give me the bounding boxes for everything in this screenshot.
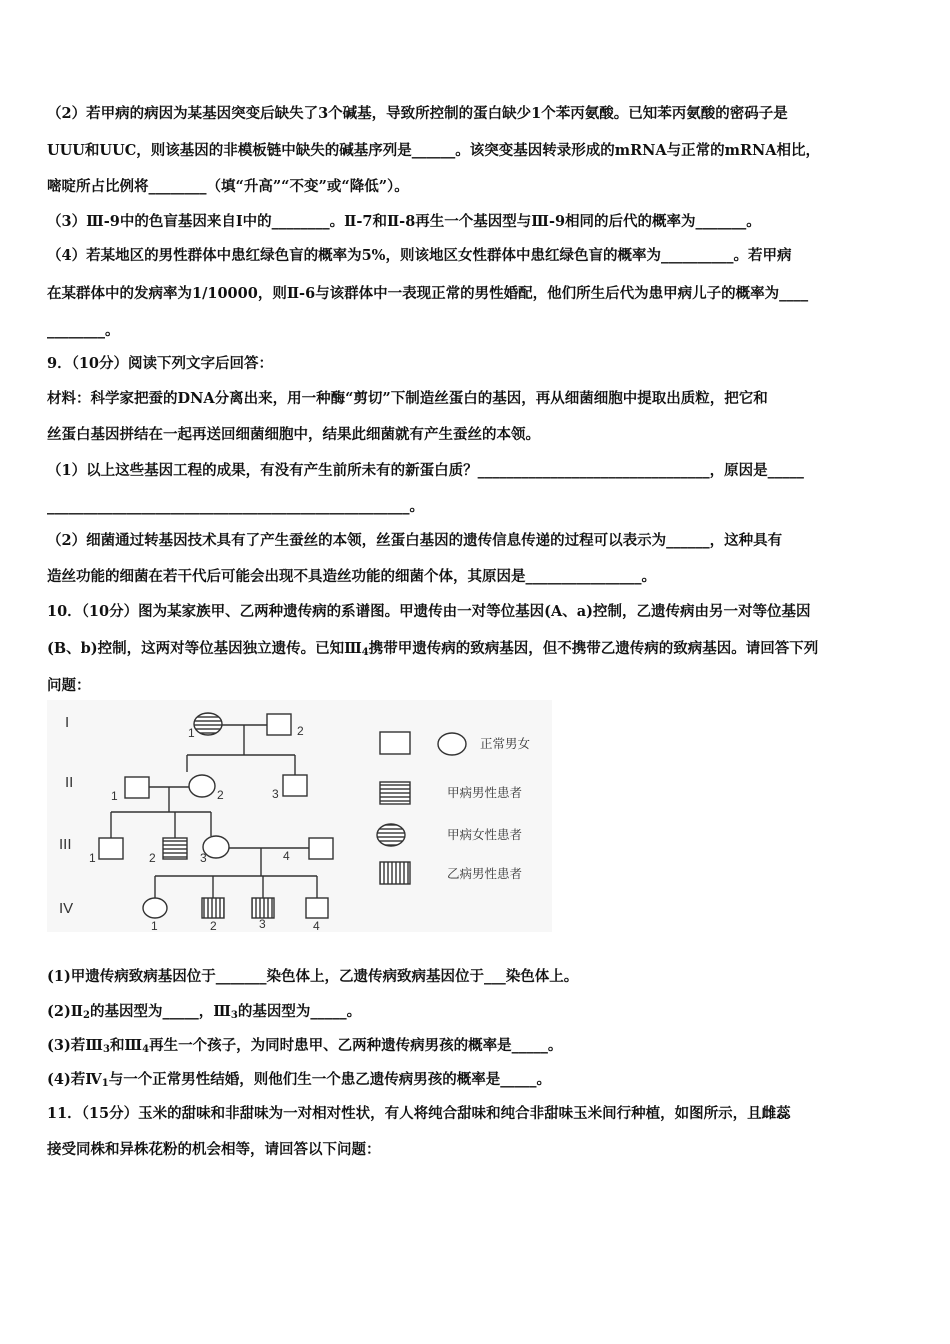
q11-line1: 11．（15分）玉米的甜味和非甜味为一对相对性状，有人将纯合甜味和纯合非甜味玉米间行种植，如图所示，且雌蕊	[47, 1105, 791, 1122]
legend-b-male-text: 乙病男性患者	[447, 867, 523, 881]
label-iv4: 4	[313, 919, 320, 932]
label-i1: 1	[188, 726, 195, 740]
q9-material-line1: 材料：科学家把蚕的DNA分离出来，用一种酶“剪切”下制造丝蛋白的基因，再从细菌细胞中提取出质粒，把它和	[47, 390, 768, 407]
label-iii4: 4	[283, 849, 290, 863]
i2-normal-male	[267, 714, 291, 735]
legend-normal-male-symbol	[380, 732, 410, 754]
label-iii2: 2	[149, 851, 156, 865]
q8-part4-line2: 在某群体中的发病率为1/10000，则Ⅱ-6与该群体中一表现正常的男性婚配，他们所生后代为患甲病儿子的概率为____	[47, 285, 809, 302]
q9-part2-line2: 造丝功能的细菌在若干代后可能会出现不具造丝功能的细菌个体，其原因是________________。	[47, 568, 656, 585]
q9-header: 9．（10分）阅读下列文字后回答：	[47, 355, 274, 372]
iv3-affected-male-b	[252, 898, 274, 918]
q10-sub3: (3)若$Ⅲ_3$和$Ⅲ_4$再生一个孩子，为同时患甲、乙两种遗传病男孩的概率是_____。	[47, 1037, 563, 1055]
label-ii3: 3	[272, 787, 279, 801]
generation-label-iii: III	[59, 836, 72, 853]
q8-part3: （3）Ⅲ-9中的色盲基因来自Ⅰ中的________。Ⅱ-7和Ⅱ-8再生一个基因型与Ⅲ-9相同的后代的概率为_______。	[47, 213, 761, 230]
q8-part4-line3: ________。	[47, 322, 120, 339]
q10-sub2: $(2)Ⅱ_2$的基因型为_____，$Ⅲ_3$的基因型为_____。	[47, 1003, 362, 1021]
label-iii1: 1	[89, 851, 96, 865]
q9-part2-line1: （2）细菌通过转基因技术具有了产生蚕丝的本领，丝蛋白基因的遗传信息传递的过程可以表示为______，这种具有	[47, 532, 783, 549]
iii1-normal-male	[99, 838, 123, 859]
ii2-normal-female	[189, 775, 215, 797]
ii3-normal-male	[283, 775, 307, 796]
q11-line2: 接受同株和异株花粉的机会相等，请回答以下问题：	[47, 1141, 381, 1158]
pedigree-figure	[47, 700, 552, 932]
generation-label-ii: II	[65, 774, 74, 791]
iv1-normal-female	[143, 898, 167, 918]
legend-a-male-text: 甲病男性患者	[447, 786, 523, 800]
q8-part2-line2: UUU和UUC，则该基因的非模板链中缺失的碱基序列是______。该突变基因转录形成的mRNA与正常的mRNA相比，	[47, 142, 821, 159]
legend-normal-female-symbol	[438, 733, 466, 755]
ii1-normal-male	[125, 777, 149, 798]
label-iii3: 3	[200, 851, 207, 865]
legend-a-female-text: 甲病女性患者	[447, 828, 523, 842]
q8-part2-line3: 嘧啶所占比例将________（填“升高”“不变”或“降低”）。	[47, 178, 409, 195]
label-ii2: 2	[217, 788, 224, 802]
legend-a-female-symbol	[377, 824, 405, 846]
label-i2: 2	[297, 724, 304, 738]
legend-a-male-symbol	[380, 782, 410, 804]
iii4-normal-male	[309, 838, 333, 859]
q8-part4-line1: （4）若某地区的男性群体中患红绿色盲的概率为5%，则该地区女性群体中患红绿色盲的概率为__________。若甲病	[47, 247, 792, 264]
q10-header-line1: 10．（10分）图为某家族甲、乙两种遗传病的系谱图。甲遗传由一对等位基因(A、a)控制，乙遗传病由另一对等位基因	[47, 603, 811, 620]
q10-header-line2: (B、b)控制，这两对等位基因独立遗传。已知$Ⅲ_4$携带甲遗传病的致病基因，但不携带乙遗传病的致病基因。请回答下列	[47, 640, 819, 658]
q9-material-line2: 丝蛋白基因拼结在一起再送回细菌细胞中，结果此细菌就有产生蚕丝的本领。	[47, 426, 540, 443]
label-iv2: 2	[210, 919, 217, 932]
label-iv3: 3	[259, 917, 266, 931]
generation-label-iv: IV	[59, 900, 74, 917]
generation-label-i: I	[65, 714, 70, 731]
iii3-normal-female	[203, 836, 229, 858]
q10-sub1: (1)甲遗传病致病基因位于_______染色体上，乙遗传病致病基因位于___染色体上。	[47, 968, 579, 985]
q8-part2-line1: （2）若甲病的病因为某基因突变后缺失了3个碱基，导致所控制的蛋白缺少1个苯丙氨酸。已知苯丙氨酸的密码子是	[47, 105, 788, 122]
legend-normal-text: 正常男女	[480, 737, 531, 751]
iv4-normal-male	[306, 898, 328, 918]
q10-header-line3: 问题：	[47, 677, 91, 694]
q10-sub4: (4)若$Ⅳ_1$与一个正常男性结婚，则他们生一个患乙遗传病男孩的概率是_____。	[47, 1071, 551, 1089]
q9-part1-line2: __________________________________________________。	[47, 498, 424, 515]
label-iv1: 1	[151, 919, 158, 932]
iv2-affected-male-b	[202, 898, 224, 918]
label-ii1: 1	[111, 789, 118, 803]
iii2-affected-male-a	[163, 838, 187, 859]
q9-part1-line1: （1）以上这些基因工程的成果，有没有产生前所未有的新蛋白质？________________________________，原因是_____	[47, 462, 804, 479]
i1-affected-female	[194, 713, 222, 735]
legend-b-male-symbol	[380, 862, 410, 884]
